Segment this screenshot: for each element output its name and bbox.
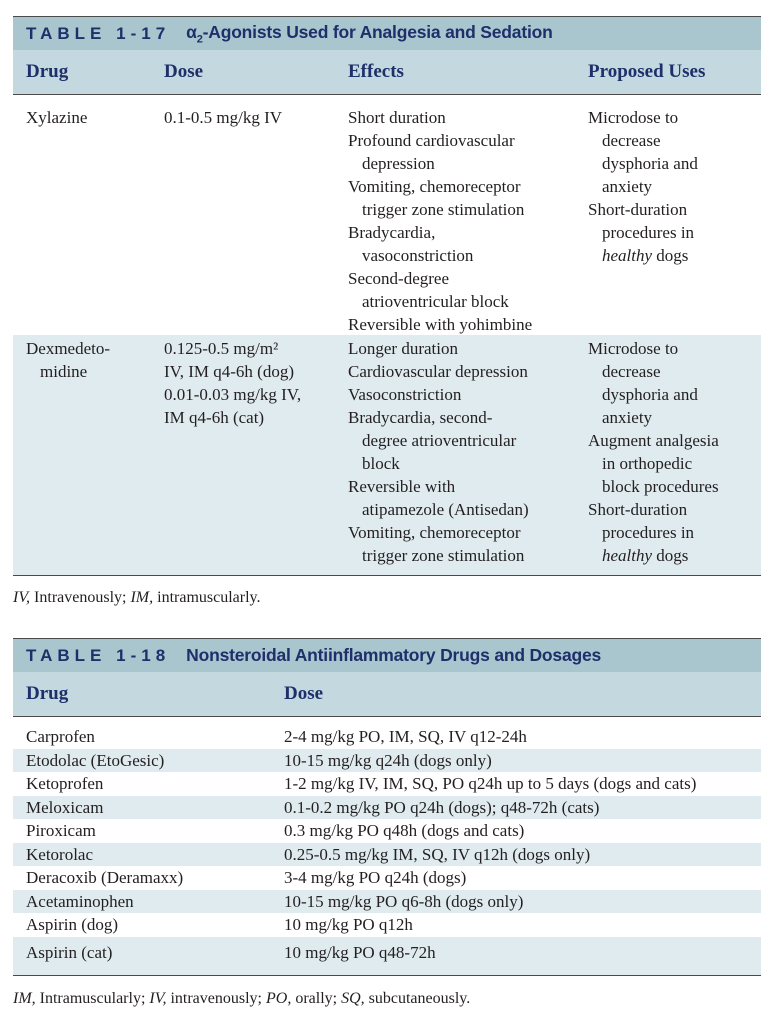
footnote-part: orally; xyxy=(291,990,342,1007)
drug-cell: Etodolac (EtoGesic) xyxy=(26,750,165,770)
cell-line: Reversible with yohimbine xyxy=(348,315,533,334)
table-caption xyxy=(13,16,761,50)
table-row xyxy=(13,843,761,867)
cell-line: procedures in xyxy=(602,223,695,242)
cell-line: Longer duration xyxy=(348,339,458,358)
column-header-proposed-uses: Proposed Uses xyxy=(588,61,706,82)
cell-line xyxy=(588,544,719,567)
footnote-part: subcutaneously. xyxy=(364,990,471,1007)
table-header-row xyxy=(13,50,761,95)
cell-line: dysphoria and xyxy=(602,385,698,404)
table-header-row xyxy=(13,672,761,717)
table-1-17 xyxy=(13,16,761,576)
cell-line: block xyxy=(362,454,400,473)
footnote-part: IV, xyxy=(149,990,167,1007)
cell-line: Microdose to xyxy=(588,108,679,127)
dose-cell: 3-4 mg/kg PO q24h (dogs) xyxy=(284,868,467,887)
dose-cell: 10-15 mg/kg PO q6-8h (dogs only) xyxy=(284,891,524,911)
uses-cell xyxy=(588,106,698,267)
cell-line: Vomiting, chemoreceptor xyxy=(348,177,521,196)
cell-line: procedures in xyxy=(602,523,695,542)
table-title: $\alpha_2$-Agonists Used for Analgesia and Sedation xyxy=(186,21,553,46)
drug-cell: Acetaminophen xyxy=(26,891,134,911)
drug-cell: Deracoxib (Deramaxx) xyxy=(26,868,184,887)
cell-line: IM q4-6h (cat) xyxy=(164,408,265,427)
drug-cell: Ketoprofen xyxy=(26,774,104,793)
cell-line: IV, IM q4-6h (dog) xyxy=(164,362,295,381)
cell-line: midine xyxy=(40,362,88,381)
dose-cell: 1-2 mg/kg IV, IM, SQ, PO q24h up to 5 days (dogs and cats) xyxy=(284,774,697,793)
cell-line: Bradycardia, second- xyxy=(348,408,493,427)
drug-cell: Carprofen xyxy=(26,727,95,746)
dose-cell xyxy=(164,337,301,429)
table-row xyxy=(13,95,761,335)
cell-line: Second-degree xyxy=(348,269,450,288)
drug-cell: Piroxicam xyxy=(26,821,96,840)
footnote-part: Intramuscularly; xyxy=(35,990,150,1007)
cell-line: Profound cardiovascular xyxy=(348,131,515,150)
cell-line: vasoconstriction xyxy=(362,246,474,265)
cell-line: trigger zone stimulation xyxy=(362,200,525,219)
column-header-drug: Drug xyxy=(26,61,69,82)
drug-cell: Aspirin (dog) xyxy=(26,915,119,934)
cell-line: Vomiting, chemoreceptor xyxy=(348,523,521,542)
footnote-part: intravenously; xyxy=(166,990,266,1007)
table-title: Nonsteroidal Antiinflammatory Drugs and Dosages xyxy=(186,645,602,665)
table-row xyxy=(13,890,761,914)
table-number: TABLE 1-17 xyxy=(26,23,171,43)
cell-line: 0.01-0.03 mg/kg IV, xyxy=(164,385,302,404)
cell-line: decrease xyxy=(602,362,661,381)
cell-line: Short-duration xyxy=(588,500,688,519)
footnote-part: PO, xyxy=(266,990,292,1007)
cell-line: anxiety xyxy=(602,177,653,196)
table-row xyxy=(13,796,761,820)
cell-line: Reversible with xyxy=(348,477,456,496)
cell-line: atrioventricular block xyxy=(362,292,509,311)
cell-line: 0.1-0.5 mg/kg IV xyxy=(164,108,283,127)
dose-cell: 0.1-0.2 mg/kg PO q24h (dogs); q48-72h (cats) xyxy=(284,797,600,817)
dose-cell: 0.3 mg/kg PO q48h (dogs and cats) xyxy=(284,821,525,840)
table-footnote xyxy=(13,990,470,1008)
table-footnote xyxy=(13,589,261,607)
drug-cell: Aspirin (cat) xyxy=(26,942,113,962)
column-header-drug: Drug xyxy=(26,683,69,704)
cell-line xyxy=(588,244,698,267)
dose-cell xyxy=(164,106,282,129)
cell-line: in orthopedic xyxy=(602,454,693,473)
drug-cell xyxy=(26,337,110,383)
effects-cell xyxy=(348,106,532,336)
emphasis-text: healthy xyxy=(602,246,653,265)
column-header-effects: Effects xyxy=(348,61,404,82)
cell-line: Short duration xyxy=(348,108,446,127)
cell-line: 0.125-0.5 mg/m² xyxy=(164,339,279,358)
table-row xyxy=(13,937,761,969)
table-row xyxy=(13,913,761,937)
footnote-part: IM, xyxy=(13,990,36,1007)
table-row xyxy=(13,866,761,890)
cell-line: Cardiovascular depression xyxy=(348,362,528,381)
cell-line: atipamezole (Antisedan) xyxy=(362,500,529,519)
footnote-part: IM, xyxy=(130,589,154,606)
cell-line: Dexmedeto- xyxy=(26,339,111,358)
dose-cell: 0.25-0.5 mg/kg IM, SQ, IV q12h (dogs only) xyxy=(284,844,591,864)
table-caption xyxy=(13,638,761,672)
footnote-part: IV, xyxy=(13,589,31,606)
table-row xyxy=(13,335,761,575)
emphasis-text: healthy xyxy=(602,546,653,565)
footnote-part: intramuscularly. xyxy=(153,589,261,606)
footnote-part: Intravenously; xyxy=(30,589,131,606)
dose-cell: 2-4 mg/kg PO, IM, SQ, IV q12-24h xyxy=(284,727,527,746)
column-header-dose: Dose xyxy=(164,61,204,82)
dose-cell: 10-15 mg/kg q24h (dogs only) xyxy=(284,750,492,770)
cell-line: degree atrioventricular xyxy=(362,431,517,450)
cell-line: anxiety xyxy=(602,408,653,427)
table-row xyxy=(13,749,761,773)
table-1-18 xyxy=(13,638,761,976)
table-number: TABLE 1-18 xyxy=(26,645,171,665)
drug-cell xyxy=(26,106,87,129)
cell-line: dysphoria and xyxy=(602,154,698,173)
cell-line: Xylazine xyxy=(26,108,88,127)
cell-line: block procedures xyxy=(602,477,719,496)
column-header-dose: Dose xyxy=(284,683,324,704)
drug-cell: Meloxicam xyxy=(26,797,104,817)
cell-line: Vasoconstriction xyxy=(348,385,462,404)
cell-line: depression xyxy=(362,154,435,173)
effects-cell xyxy=(348,337,529,567)
cell-line: trigger zone stimulation xyxy=(362,546,525,565)
table-row xyxy=(13,772,761,796)
footnote-part: SQ, xyxy=(341,990,365,1007)
table-row xyxy=(13,725,761,749)
cell-line: Augment analgesia xyxy=(588,431,719,450)
dose-cell: 10 mg/kg PO q48-72h xyxy=(284,942,436,962)
uses-cell xyxy=(588,337,719,567)
cell-line: Short-duration xyxy=(588,200,688,219)
dose-cell: 10 mg/kg PO q12h xyxy=(284,915,413,934)
table-row xyxy=(13,819,761,843)
cell-line: Microdose to xyxy=(588,339,679,358)
line-text: dogs xyxy=(656,546,689,565)
cell-line: Bradycardia, xyxy=(348,223,436,242)
drug-cell: Ketorolac xyxy=(26,844,94,864)
line-text: dogs xyxy=(656,246,689,265)
cell-line: decrease xyxy=(602,131,661,150)
